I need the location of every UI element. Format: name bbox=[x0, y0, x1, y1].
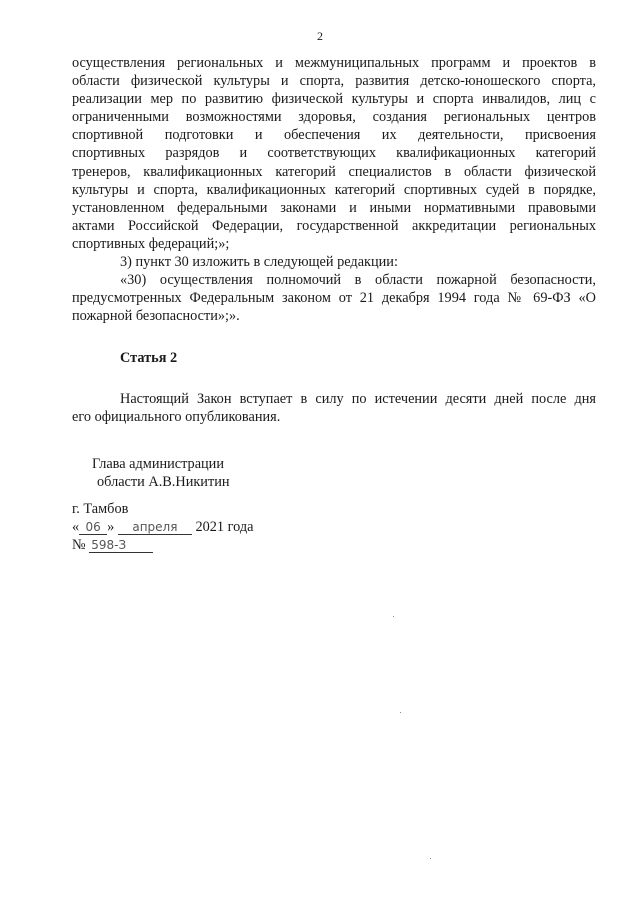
article-line: Настоящий Закон вступает в силу по истечении десяти дней после дня bbox=[120, 391, 596, 407]
paragraph-1 bbox=[72, 54, 596, 253]
scan-speck bbox=[393, 616, 394, 617]
quote-line: «30) осуществления полномочий в области пожарной безопасности, bbox=[120, 272, 596, 289]
signature-title: Глава администрации bbox=[92, 456, 224, 472]
page-number: 2 bbox=[317, 29, 323, 43]
paragraph-line: реализации мер по развитию физической культуры и спорта инвалидов, лиц с bbox=[72, 91, 596, 108]
article-paragraph bbox=[72, 390, 596, 426]
paragraph-line: спортивных разрядов и соответствующих квалификационных категорий bbox=[72, 145, 596, 162]
item-3: 3) пункт 30 изложить в следующей редакции: bbox=[120, 254, 398, 271]
quote-paragraph bbox=[72, 271, 596, 325]
number-line bbox=[72, 536, 254, 554]
paragraph-line: тренеров, квалификационных категорий специалистов в области физической bbox=[72, 163, 596, 180]
signature-name: области А.В.Никитин bbox=[97, 474, 230, 490]
place: г. Тамбов bbox=[72, 501, 129, 517]
article-line: его официального опубликования. bbox=[72, 409, 281, 426]
article-title: Статья 2 bbox=[120, 350, 178, 366]
number-sign: № bbox=[72, 537, 86, 553]
quote-line: предусмотренных Федеральным законом от 21 декабря 1994 года № 69-ФЗ «О bbox=[72, 290, 596, 307]
paragraph-line: осуществления региональных и межмуниципальных программ и проектов в bbox=[72, 55, 596, 71]
scan-speck bbox=[430, 858, 431, 859]
paragraph-line: культуры и спорта, квалификационных категорий спортивных судей в порядке, bbox=[72, 181, 596, 198]
scan-speck bbox=[400, 712, 401, 713]
date-line bbox=[72, 518, 254, 536]
quote-line: пожарной безопасности»;». bbox=[72, 308, 240, 325]
paragraph-line: актами Российской Федерации, государственной аккредитации региональных bbox=[72, 217, 596, 234]
document-number: 598-З bbox=[89, 539, 153, 553]
paragraph-line: спортивных федераций;»; bbox=[72, 235, 230, 252]
signature-block bbox=[92, 455, 230, 491]
law-body-text bbox=[72, 54, 596, 325]
date-open-quote: « bbox=[72, 519, 80, 535]
paragraph-line: установленном федеральными законами и иными нормативными правовыми bbox=[72, 199, 596, 216]
date-close-quote: » bbox=[107, 519, 115, 535]
date-month: апреля bbox=[118, 521, 192, 535]
paragraph-line: ограниченными возможностями здоровья, создания региональных центров bbox=[72, 109, 596, 126]
place-date-number bbox=[72, 500, 254, 554]
paragraph-line: области физической культуры и спорта, развития детско-юношеского спорта, bbox=[72, 73, 596, 90]
paragraph-line: спортивной подготовки и обеспечения их деятельности, присвоения bbox=[72, 127, 596, 144]
date-year: 2021 года bbox=[195, 519, 254, 535]
date-day: 06 bbox=[79, 521, 107, 535]
article-2-text bbox=[72, 390, 596, 426]
